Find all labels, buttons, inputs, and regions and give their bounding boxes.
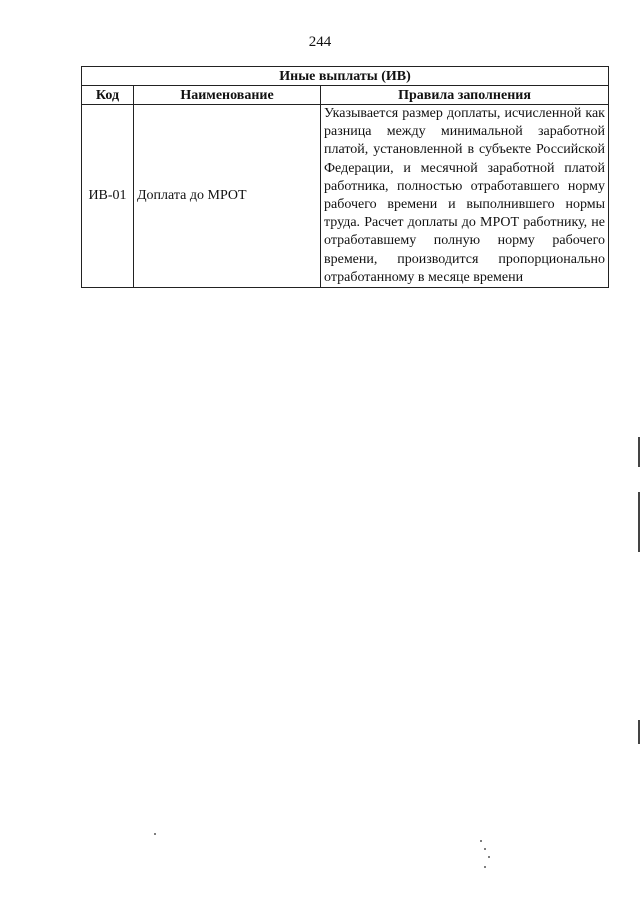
row-name: Доплата до МРОТ [134, 105, 321, 288]
table-row [82, 105, 609, 288]
row-code: ИВ-01 [82, 105, 134, 288]
scan-speck [154, 833, 156, 835]
scan-speck [484, 848, 486, 850]
scan-speck [488, 856, 490, 858]
other-payments-table [81, 66, 609, 288]
row-rules: Указывается размер доплаты, исчисленной как разница между минимальной заработной платой, установленной в субъекте Российской Федерации, и месячной заработной платой работника, полностью отработавшего норму рабочего времени и выполнившего нормы труда. Расчет доплаты до МРОТ работнику, не отработавшему полную норму рабочего времени, производится пропорционально отработанному в месяце времени [321, 105, 609, 288]
table-header-row [82, 86, 609, 105]
scan-speck [480, 840, 482, 842]
header-name: Наименование [134, 86, 321, 105]
scan-speck [484, 866, 486, 868]
header-rules: Правила заполнения [321, 86, 609, 105]
table-title-row [82, 67, 609, 86]
header-code: Код [82, 86, 134, 105]
page-number: 244 [308, 34, 332, 50]
table-title: Иные выплаты (ИВ) [82, 67, 609, 86]
